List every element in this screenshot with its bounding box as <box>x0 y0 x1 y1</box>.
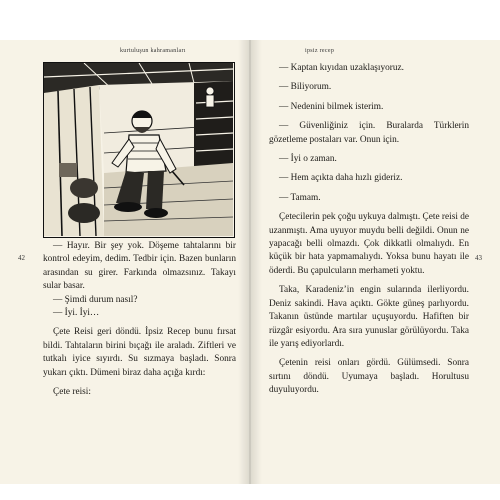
left-running-head: kurtuluşun kahramanları <box>120 48 186 54</box>
paragraph: — Hem açıkta daha hızlı gideriz. <box>279 173 403 184</box>
ship-interior-illustration-icon <box>44 63 233 236</box>
paragraph: — Kaptan kıyıdan uzaklaşıyoruz. <box>279 63 404 73</box>
paragraph: Çetenin reisi onları gördü. Gülümsedi. Sonra sırtını döndü. Uyumaya başladı. Horultusu duyuluyordu. <box>269 358 469 396</box>
left-page-text <box>43 240 236 399</box>
right-page-text <box>269 62 469 398</box>
paragraph: Çete Reisi geri döndü. İpsiz Recep bunu fırsat bildi. Tahtaların birini bıçağı ile araladı. Ziftleri ve tutkalı iyice sıyırdı. Su sızmaya başladı. Sonra yukarı çıktı. Dümeni biraz daha açığa kırdı: <box>43 327 236 378</box>
paragraph: — Biliyorum. <box>279 82 332 93</box>
right-page <box>251 40 500 484</box>
paragraph: — Tamam. <box>279 192 321 203</box>
left-page-number: 42 <box>18 254 25 262</box>
right-running-head: ipsiz recep <box>305 48 335 54</box>
paragraph: Çetecilerin pek çoğu uykuya dalmıştı. Çete reisi de uzanmıştı. Ama uyuyor muydu belli değildi. Onun ne yapacağı belli olmazdı. Çok dikkatli olmalıydı. En küçük bir hata yapmamalıydı. Yoksa bunu hayatı ile öderdi. Bu çapulcuların merhameti yoktu. <box>269 212 470 276</box>
paragraph: — Nedenini bilmek isterim. <box>279 101 384 112</box>
paragraph: — İyi. İyi… <box>53 308 100 319</box>
left-page <box>0 40 249 484</box>
paragraph: — İyi o zaman. <box>279 154 337 165</box>
paragraph: — Şimdi durum nasıl? <box>53 294 138 305</box>
right-page-number: 43 <box>475 254 482 262</box>
book-gutter <box>238 40 262 484</box>
open-book <box>0 40 500 484</box>
paragraph: Taka, Karadeniz’in engin sularında ilerliyordu. Deniz sakindi. Hava açıktı. Gökte güneş parlıyordu. Takanın üstünde martılar uçuşuyordu. Hafiften bir rüzgâr esiyordu. Ara sıra yunuslar görülüyordu. Taka ile yarış ediyorlardı. <box>269 285 469 349</box>
ship-interior-illustration <box>43 62 235 238</box>
paragraph: Çete reisi: <box>53 387 91 398</box>
paragraph: — Güvenliğiniz için. Buralarda Türklerin gözetleme postaları var. Onun için. <box>269 121 469 145</box>
paragraph: — Hayır. Bir şey yok. Döşeme tahtalarını bir kontrol edeyim, dedim. Tedbir için. Bazen bunların arasından su girer. Farkında olmazsınız. Takayı sular basar. <box>43 241 236 292</box>
